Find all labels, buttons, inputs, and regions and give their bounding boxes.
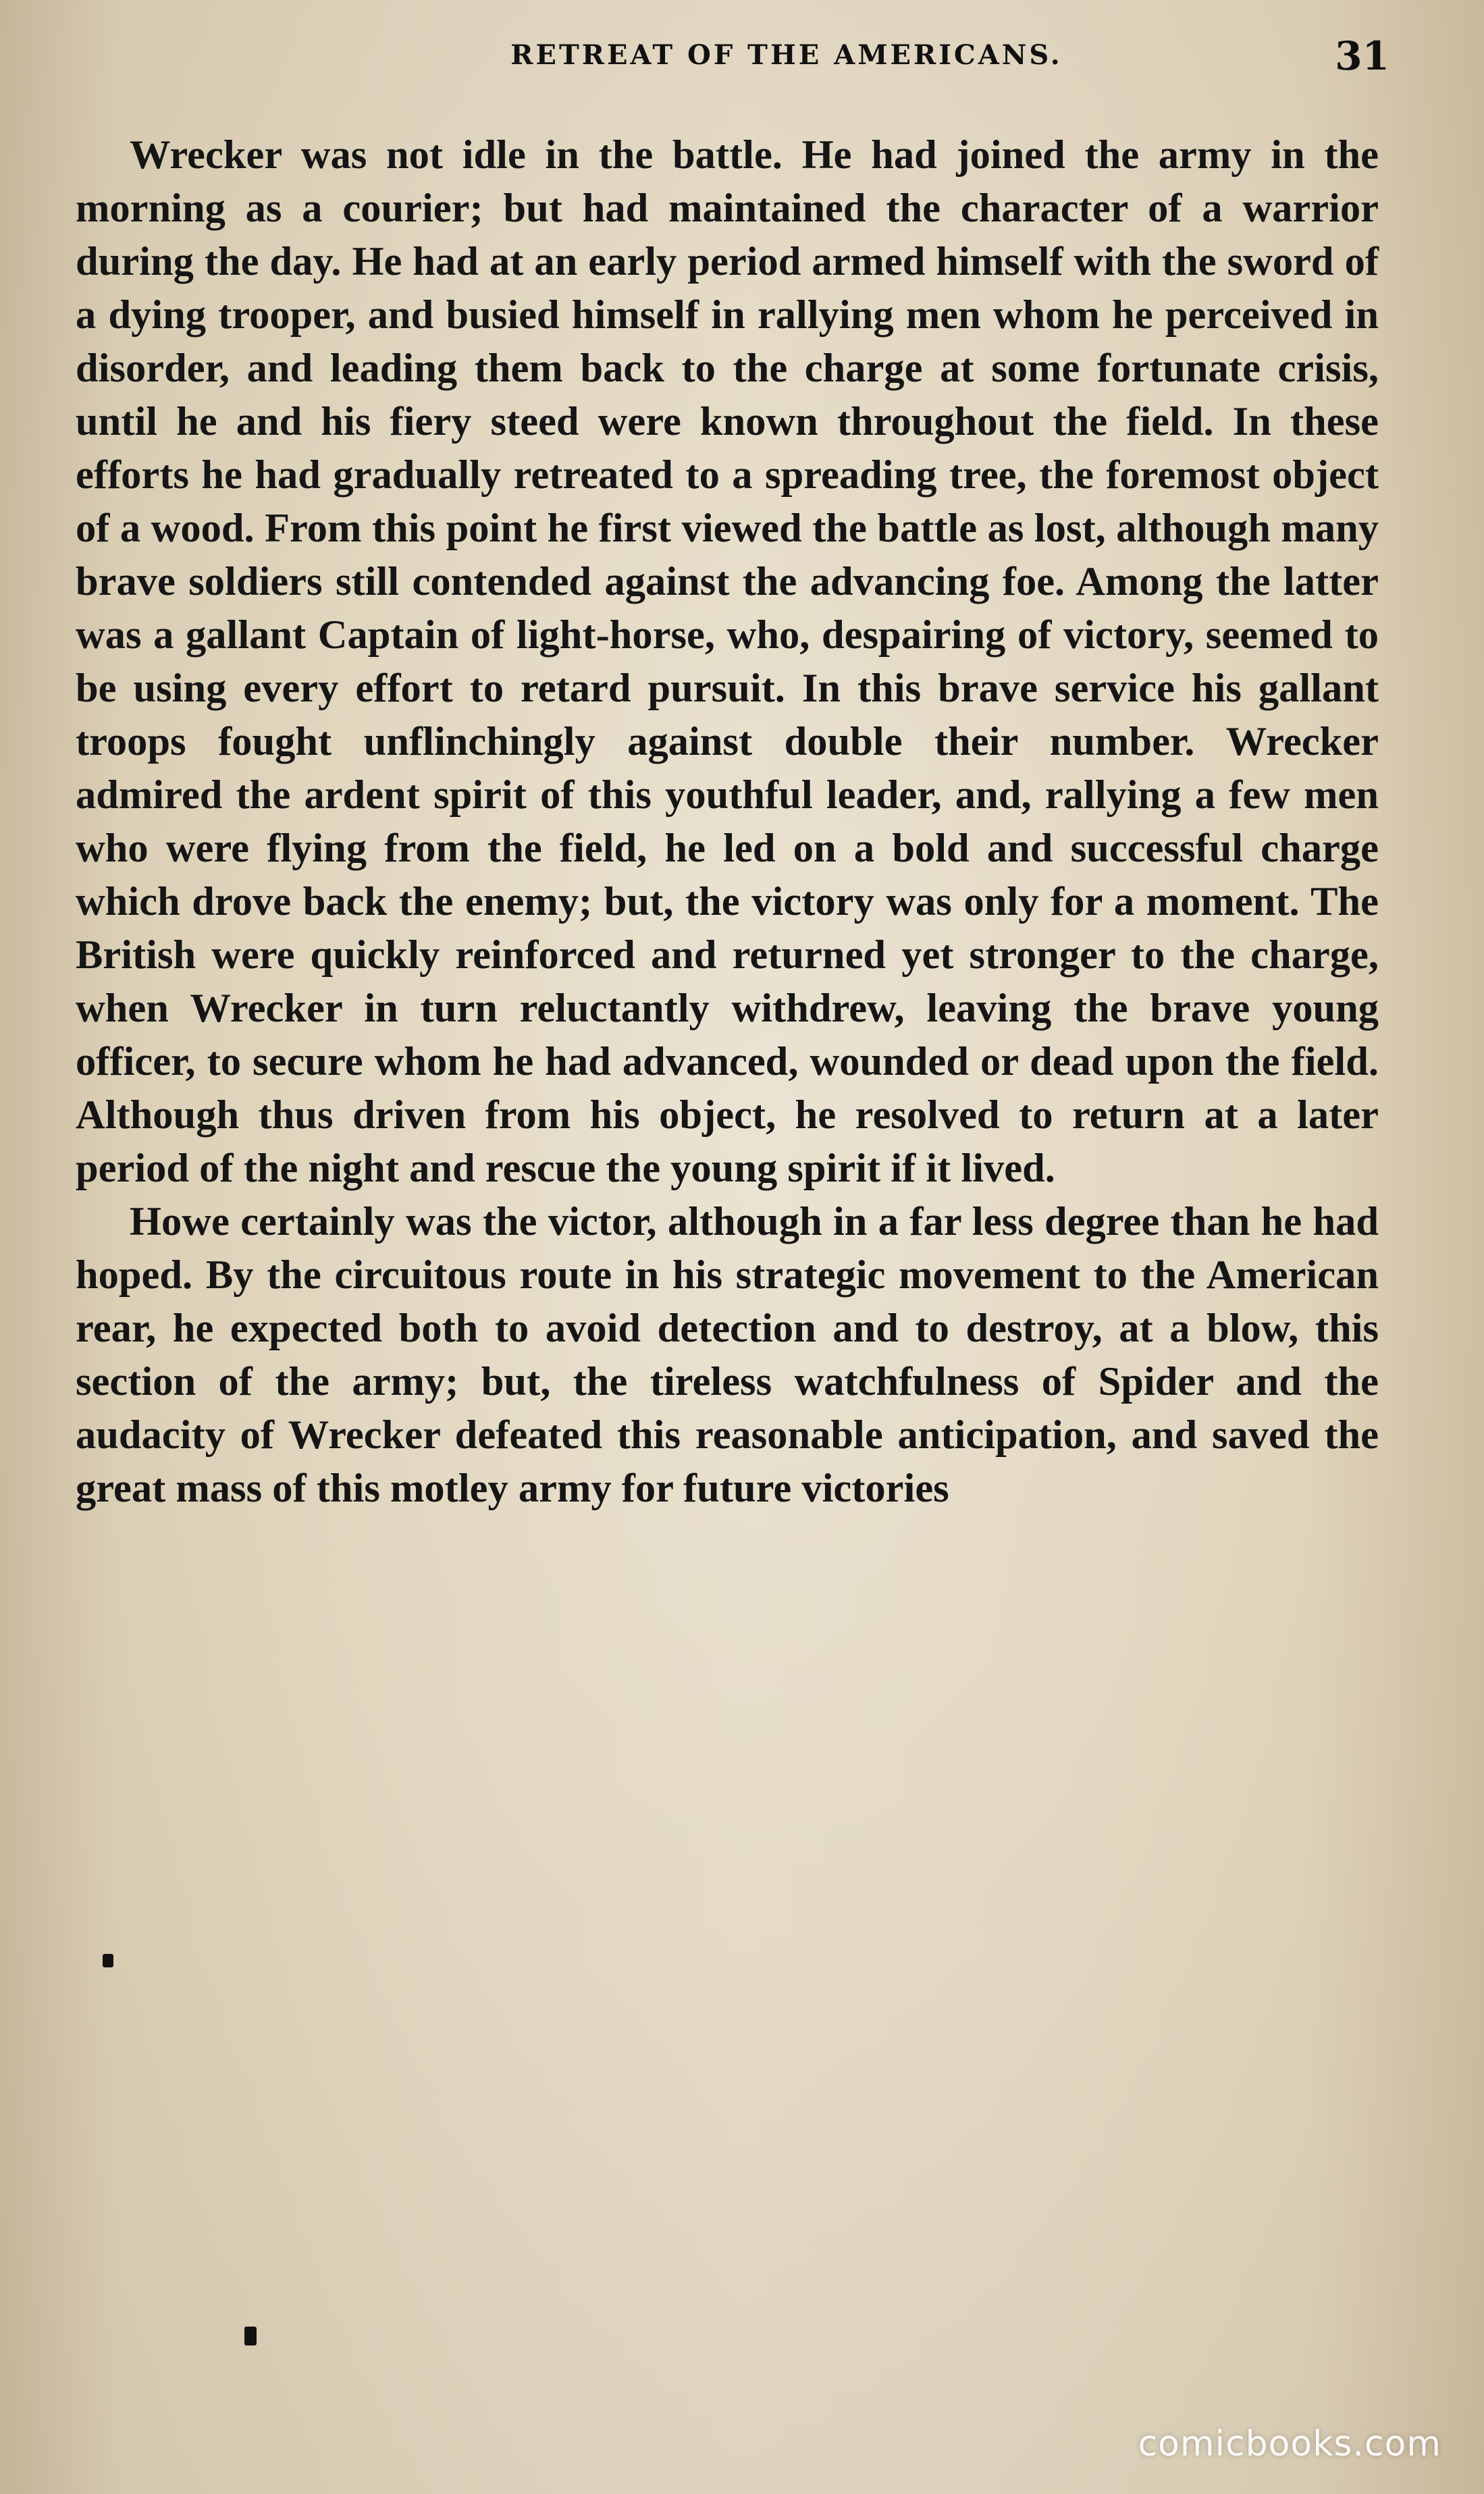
paragraph-2: Howe certainly was the victor, although in a far less degree than he had hoped. By the circuitous route in his strategic movement to the American rear, he expected both to avoid detection and to destroy, at a blow, this section of the army; but, the tireless watchfulness of Spider and the audacity of Wrecker defeated this reasonable anticipation, and saved the great mass of this motley army for future victories bbox=[76, 1199, 1379, 1511]
ink-speck bbox=[244, 2327, 257, 2345]
watermark: comicbooks.com bbox=[1138, 2424, 1441, 2464]
paragraph-1: Wrecker was not idle in the battle. He had joined the army in the morning as a courier; but had maintained the character of a warrior during the day. He had at an early period armed himself with the sword of a dying trooper, and busied himself in rallying men whom he perceived in disorder, and leading them back to the charge at some fortunate crisis, until he and his fiery steed were known throughout the field. In these efforts he had gradually retreated to a spreading tree, the foremost object of a wood. From this point he first viewed the battle as lost, although many brave soldiers still contended against the advancing foe. Among the latter was a gallant Captain of light-horse, who, despairing of victory, seemed to be using every effort to retard pursuit. In this brave service his gallant troops fought unflinchingly against double their number. Wrecker admired the ardent spirit of this youthful leader, and, rallying a few men who were flying from the field, he led on a bold and successful charge which drove back the enemy; but, the victory was only for a moment. The British were quickly reinforced and returned yet stronger to the charge, when Wrecker in turn reluctantly withdrew, leaving the brave young officer, to secure whom he had advanced, wounded or dead upon the field. Although thus driven from his object, he resolved to return at a later period of the night and rescue the young spirit if it lived. bbox=[76, 132, 1379, 1191]
ink-speck bbox=[103, 1954, 113, 1967]
main-text bbox=[76, 128, 1379, 1515]
running-title: RETREAT OF THE AMERICANS. bbox=[510, 39, 1063, 71]
page-header bbox=[74, 35, 1430, 82]
page-number: 31 bbox=[1335, 33, 1389, 79]
